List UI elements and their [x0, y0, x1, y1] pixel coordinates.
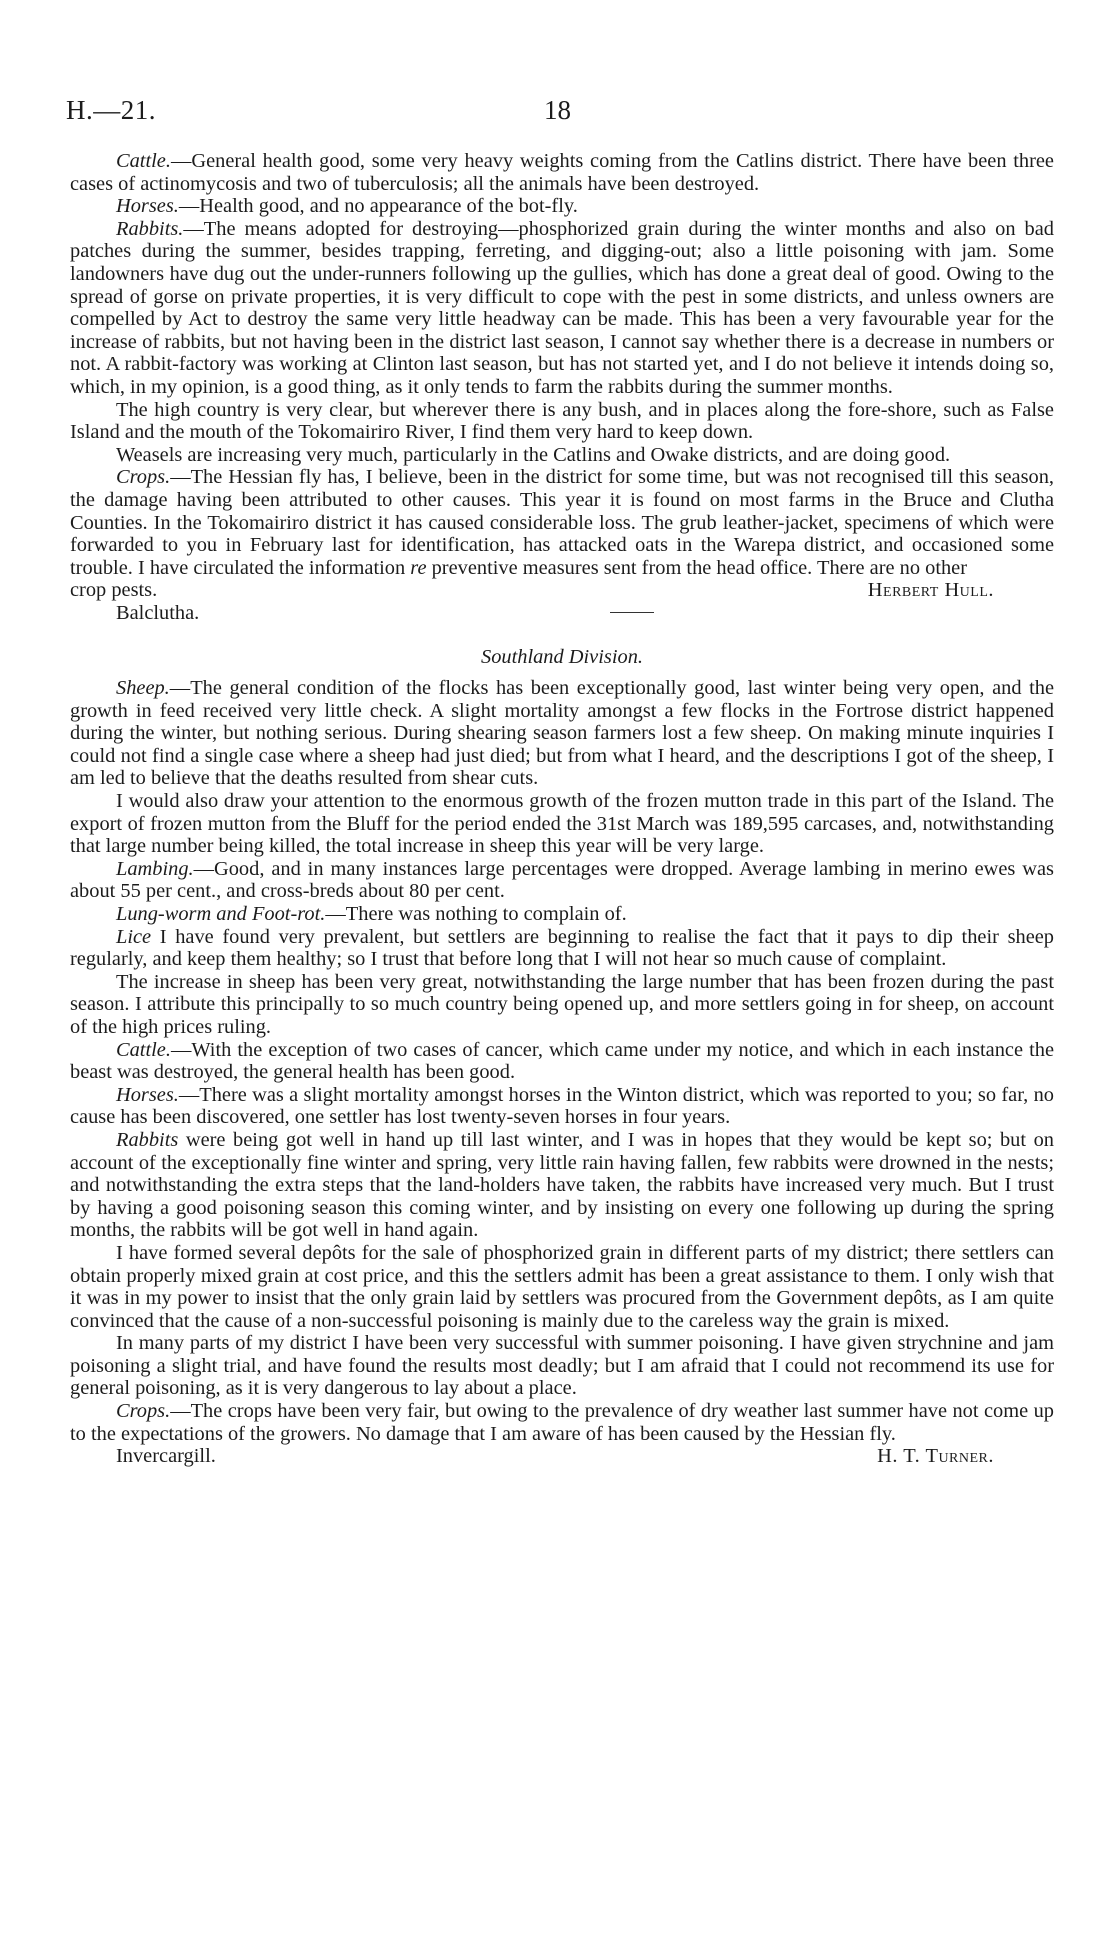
lead-rabbits: Rabbits. — [116, 217, 184, 240]
report-reference: H.—21. — [66, 95, 156, 125]
lead-cattle: Cattle. — [116, 150, 171, 172]
section-divider — [610, 612, 654, 613]
lead-cattle-2: Cattle. — [116, 1038, 171, 1061]
signature-row-southland — [70, 1445, 1054, 1468]
lead-sheep: Sheep. — [116, 677, 170, 700]
report-body — [70, 150, 1054, 1468]
page-number: 18 — [544, 95, 571, 125]
paragraph-sheep: Sheep.—The general condition of the flocks has been exceptionally good, last winter being very open, and the growth in feed received very little check. A slight mortality amongst a few flocks in the Fortrose district happened during the winter, but nothing serious. During shearing season farmers lost a few sheep. On making minute inquiries I could not find a single case where a sheep had just died; but from what I heard, and the descriptions I got of the sheep, I am led to believe that the deaths resulted from shear cuts. — [70, 677, 1054, 790]
signature-name-2: H. T. Turner. — [877, 1445, 994, 1468]
lead-lungworm: Lung-worm and Foot-rot. — [116, 903, 326, 925]
signature-place-row — [70, 602, 1054, 625]
paragraph-increase: The increase in sheep has been very great, notwithstanding the large number that has been frozen during the past season. I attribute this principally to so much country being opened up, and more settlers going in for sheep, on account of the high prices ruling. — [70, 970, 1054, 1038]
paragraph-lungworm: Lung-worm and Foot-rot.—There was nothing to complain of. — [116, 903, 627, 925]
lead-crops-2: Crops. — [116, 1400, 171, 1423]
paragraph-depots: I have formed several depôts for the sale of phosphorized grain in different parts of my district; there settlers can obtain properly mixed grain at cost price, and this the settlers admit has been a great assistance to them. I only wish that it was in my power to insist that the only grain laid by settlers was procured from the Government depôts, as I am quite convinced that the cause of a non-successful poisoning is mainly due to the careless way the grain is mixed. — [70, 1241, 1054, 1332]
paragraph-lice: Lice I have found very prevalent, but settlers are beginning to realise the fact that it pays to dip their sheep regularly, and keep them healthy; so I trust that before long that I will not hear so much cause of complaint. — [70, 925, 1054, 971]
lead-lambing: Lambing. — [116, 857, 194, 880]
paragraph-southland-crops: Crops.—The crops have been very fair, but owing to the prevalence of dry weather last summer have not come up to the expectations of the growers. No damage that I am aware of has been caused by the Hessian fly. — [70, 1400, 1054, 1445]
paragraph-southland-rabbits: Rabbits were being got well in hand up till last winter, and I was in hopes that they would be kept so; but on account of the exceptionally fine winter and spring, very little rain having fallen, few rabbits were drowned in the nests; and notwithstanding the extra steps that the land-holders have taken, the rabbits have increased very much. But I trust by having a good poisoning season this coming winter, and by insisting on every one following up during the spring months, the rabbits will be got well in hand again. — [70, 1128, 1054, 1242]
lead-rabbits-2: Rabbits — [116, 1128, 179, 1151]
paragraph-southland-horses: Horses.—There was a slight mortality amongst horses in the Winton district, which was reported to you; so far, no cause has been discovered, one settler has lost twenty-seven horses in four years. — [70, 1083, 1054, 1129]
signature-place: Balclutha. — [116, 601, 200, 624]
signature-place-2: Invercargill. — [116, 1445, 216, 1468]
crops-last-line: crop pests. Herbert Hull. — [70, 579, 994, 602]
paragraph-otago-horses: Horses.—Health good, and no appearance of the bot-fly. — [116, 195, 578, 218]
paragraph-summer-poisoning: In many parts of my district I have been very successful with summer poisoning. I have given strychnine and jam poisoning a slight trial, and have found the results most deadly; but I am afraid that I could not recommend its use for general poisoning, as it is very dangerous to lay about a place. — [70, 1332, 1054, 1400]
lead-horses: Horses. — [116, 195, 179, 218]
paragraph-southland-cattle: Cattle.—With the exception of two cases of cancer, which came under my notice, and which in each instance the beast was destroyed, the general health has been good. — [70, 1038, 1054, 1084]
paragraph-otago-rabbits: Rabbits.—The means adopted for destroying—phosphorized grain during the winter months and also on bad patches during the summer, besides trapping, ferreting, and digging-out; also a little poisoning with jam. Some landowners have dug out the under-runners following up the gullies, which has done a great deal of good. Owing to the spread of gorse on private properties, it is very difficult to cope with the pest in some districts, and unless owners are compelled by Act to destroy the same very little headway can be made. This has been a very favourable year for the increase of rabbits, but not having been in the district last season, I cannot say whether there is a decrease in numbers or not. A rabbit-factory was working at Clinton last season, but has not started yet, and I do not believe it intends doing so, which, in my opinion, is a good thing, as it only tends to farm the rabbits during the summer months. — [70, 217, 1054, 398]
paragraph-lambing: Lambing.—Good, and in many instances large percentages were dropped. Average lambing in merino ewes was about 55 per cent., and cross-breds about 80 per cent. — [70, 857, 1054, 903]
lead-lice: Lice — [116, 925, 152, 948]
paragraph-otago-cattle: Cattle.—General health good, some very heavy weights coming from the Catlins district. There have been three cases of actinomycosis and two of tuberculosis; all the animals have been destroyed. — [70, 150, 1054, 195]
paragraph-otago-weasels: Weasels are increasing very much, particularly in the Catlins and Owake districts, and are doing good. — [116, 443, 951, 466]
lead-horses-2: Horses. — [116, 1083, 179, 1106]
section-title: Southland Division. — [481, 646, 643, 669]
paragraph-otago-crops: Crops.—The Hessian fly has, I believe, been in the district for some time, but was not recognised till this season, the damage having been attributed to other causes. This year it is found on most farms in the Bruce and Clutha Counties. In the Tokomairiro district it has caused considerable loss. The grub leather-jacket, specimens of which were forwarded to you in February last for identification, has attacked oats in the Warepa district, and occasioned some trouble. I have circulated the information re preventive measures sent from the head office. There are no other — [70, 466, 1054, 579]
paragraph-mutton: I would also draw your attention to the enormous growth of the frozen mutton trade in this part of the Island. The export of frozen mutton from the Bluff for the period ended the 31st March was 189,595 carcases, and, notwithstanding that large number being killed, the total increase in sheep this year will be very large. — [70, 790, 1054, 858]
lead-crops: Crops. — [116, 466, 171, 489]
paragraph-otago-high-country: The high country is very clear, but wherever there is any bush, and in places along the fore-shore, such as False Island and the mouth of the Tokomairiro River, I find them very hard to keep down. — [70, 398, 1054, 444]
signature-name: Herbert Hull. — [867, 579, 994, 602]
